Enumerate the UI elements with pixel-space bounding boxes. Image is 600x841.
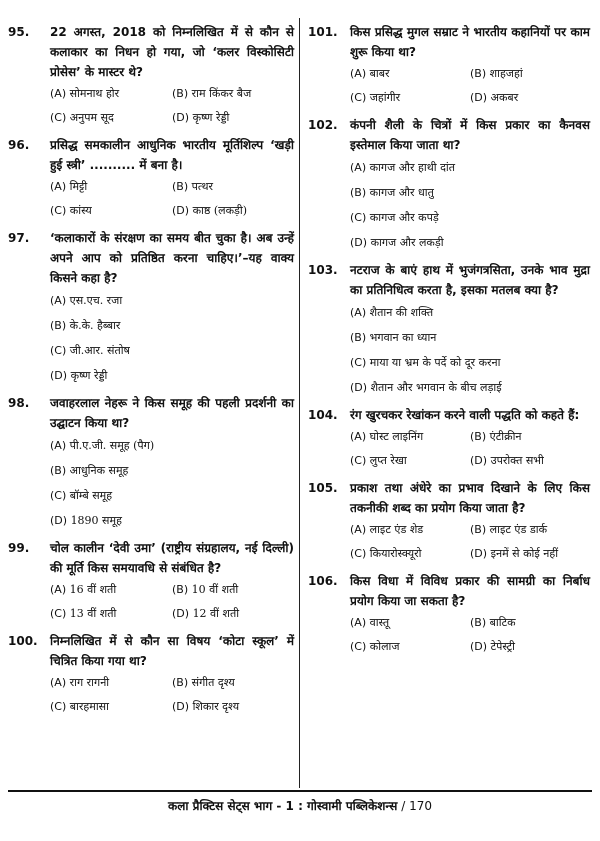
question-number: 101. [308,25,338,39]
option-letter: (B) [470,430,487,443]
question-text: कंपनी शैली के चित्रों में किस प्रकार का कैनवस इस्तेमाल किया जाता था? [350,118,590,152]
column-divider [299,18,300,788]
answer-option [350,211,439,224]
answer-option [470,449,590,473]
answer-option [470,635,590,659]
option-letter: (D) [50,514,68,527]
question-block [8,538,294,626]
question-number: 106. [308,574,338,588]
option-letter: (D) [470,91,488,104]
option-line [350,180,590,205]
question-header [8,631,294,671]
option-text: कियारोस्क्यूरो [369,547,422,560]
question-number: 97. [8,231,30,245]
option-letter: (C) [350,454,367,467]
answer-option [50,671,172,695]
option-letter: (B) [50,319,67,332]
page-footer [0,797,600,814]
answer-option [50,199,172,223]
answer-option [50,514,122,527]
question-block [8,393,294,533]
option-text: कोलाज [369,640,400,653]
option-letter: (D) [50,369,68,382]
option-letter: (A) [50,583,67,596]
question-block [308,115,590,255]
options [350,611,590,659]
question-header [308,478,590,518]
question-text: किस विधा में विविध प्रकार की सामग्री का निर्बाध प्रयोग किया जा सकता है? [350,574,590,608]
question-header [8,538,294,578]
question-number: 104. [308,408,338,422]
option-text: पी.ए.जी. समूह (पैग) [69,439,155,452]
option-letter: (C) [50,204,67,217]
option-line [50,483,294,508]
option-text: सोमनाथ होर [69,87,120,100]
option-text: लाइट एंड डार्क [489,523,548,536]
option-text: शिकार दृश्य [192,700,240,713]
question-text: 22 अगस्त, 2018 को निम्नलिखित में से कौन से कलाकार का निधन हो गया, जो ‘कलर विस्कोसिटी प्रोसेस’ के मास्टर थे? [50,25,294,79]
option-row [350,542,590,566]
question-number: 103. [308,263,338,277]
answer-option [470,425,590,449]
option-line [350,325,590,350]
option-letter: (B) [350,331,367,344]
question-block [8,228,294,388]
option-text: बॉम्बे समूह [69,489,113,502]
option-text: 10 वीं शती [191,583,239,596]
question-text: प्रसिद्ध समकालीन आधुनिक भारतीय मूर्तिशिल्प ‘खड़ी हुई स्त्री’ .......... में बना है। [50,138,294,172]
option-letter: (D) [172,204,190,217]
question-header [8,228,294,288]
option-text: कागज और धातु [369,186,434,199]
option-letter: (A) [350,616,367,629]
question-block [308,260,590,400]
question-block [308,478,590,566]
option-line [50,458,294,483]
answer-option [50,319,120,332]
option-letter: (B) [50,464,67,477]
footer-rule [8,790,592,792]
option-row [350,635,590,659]
option-row [50,199,294,223]
option-letter: (D) [350,381,368,394]
option-line [350,205,590,230]
option-text: लुप्त रेखा [369,454,407,467]
option-line [50,313,294,338]
option-letter: (C) [350,356,367,369]
option-text: संगीत दृश्य [191,676,235,689]
answer-option [50,82,172,106]
option-row [50,695,294,719]
question-text: निम्नलिखित में से कौन सा विषय ‘कोटा स्कूल’ में चित्रित किया गया था? [50,634,294,668]
option-text: लाइट एंड शेड [369,523,424,536]
option-letter: (C) [350,211,367,224]
option-text: राग रागनी [69,676,110,689]
option-text: शैतान और भगवान के बीच लड़ाई [370,381,502,394]
option-row [50,602,294,626]
option-text: बारहमासा [69,700,109,713]
option-row [50,578,294,602]
answer-option [350,86,470,110]
option-line [350,155,590,180]
option-letter: (B) [470,523,487,536]
option-text: एंटीक्रीन [489,430,522,443]
answer-option [50,578,172,602]
question-text: किस प्रसिद्ध मुगल सम्राट ने भारतीय कहानियों पर काम शुरू किया था? [350,25,590,59]
question-block [8,135,294,223]
answer-option [470,542,590,566]
answer-option [172,175,294,199]
option-letter: (B) [470,67,487,80]
right-column [308,22,590,664]
answer-option [50,344,130,357]
option-letter: (A) [350,523,367,536]
option-letter: (B) [350,186,367,199]
answer-option [350,425,470,449]
option-letter: (B) [172,676,189,689]
option-text: मिट्टी [69,180,88,193]
option-text: बाटिक [489,616,516,629]
option-row [350,611,590,635]
option-line [50,508,294,533]
answer-option [50,106,172,130]
answer-option [172,671,294,695]
answer-option [470,518,590,542]
answer-option [172,695,294,719]
option-line [350,230,590,255]
question-text: प्रकाश तथा अंधेरे का प्रभाव दिखाने के लिए किस तकनीकी शब्द का प्रयोग किया जाता है? [350,481,590,515]
option-text: अनुपम सूद [69,111,114,124]
option-letter: (C) [350,640,367,653]
option-letter: (A) [350,67,367,80]
option-letter: (D) [172,700,190,713]
option-letter: (A) [350,161,367,174]
option-text: वास्तू [369,616,390,629]
question-number: 105. [308,481,338,495]
option-text: उपरोक्त सभी [490,454,544,467]
option-text: जी.आर. संतोष [69,344,130,357]
option-letter: (D) [172,111,190,124]
options [350,425,590,473]
option-text: शैतान की शक्ति [369,306,434,319]
option-letter: (C) [350,547,367,560]
option-letter: (B) [172,87,189,100]
option-row [350,86,590,110]
options [50,671,294,719]
options [50,288,294,388]
answer-option [50,695,172,719]
option-text: कांस्य [69,204,92,217]
option-letter: (C) [50,344,67,357]
options [50,175,294,223]
option-line [50,288,294,313]
answer-option [350,542,470,566]
option-row [50,671,294,695]
answer-option [470,611,590,635]
option-text: कागज और लकड़ी [370,236,444,249]
question-text: नटराज के बाएं हाथ में भुजंगत्रसिता, उनके भाव मुद्रा का प्रतिनिधित्व करता है, इसका मतलब क्या है? [350,263,590,297]
question-block [308,405,590,473]
option-text: घोस्ट लाइनिंग [369,430,424,443]
option-text: एस.एच. रजा [69,294,123,307]
option-letter: (C) [50,111,67,124]
question-number: 102. [308,118,338,132]
answer-option [350,331,436,344]
answer-option [350,449,470,473]
option-letter: (A) [50,294,67,307]
option-text: भगवान का ध्यान [369,331,437,344]
answer-option [172,578,294,602]
option-row [350,62,590,86]
option-text: इनमें से कोई नहीं [490,547,559,560]
question-block [308,22,590,110]
question-header [8,22,294,82]
option-text: जहांगीर [369,91,401,104]
option-line [350,375,590,400]
option-text: के.के. हैब्बार [69,319,121,332]
question-text: चोल कालीन ‘देवी उमा’ (राष्ट्रीय संग्रहालय, नई दिल्ली) की मूर्ति किस समयावधि से संबंधित है? [50,541,294,575]
answer-option [172,82,294,106]
footer-title: कला प्रैक्टिस सेट्स भाग - 1 : गोस्वामी पब्लिकेशन्स [168,799,398,813]
option-text: माया या भ्रम के पर्दे को दूर करना [369,356,501,369]
answer-option [50,602,172,626]
option-row [50,82,294,106]
option-letter: (A) [50,439,67,452]
question-header [308,22,590,62]
option-row [50,175,294,199]
option-letter: (A) [50,180,67,193]
option-text: शाहजहां [489,67,523,80]
answer-option [50,369,107,382]
answer-option [350,611,470,635]
options [350,518,590,566]
option-line [50,363,294,388]
option-letter: (C) [50,607,67,620]
option-text: कागज और हाथी दांत [369,161,456,174]
question-block [308,571,590,659]
option-letter: (D) [470,547,488,560]
option-line [50,338,294,363]
question-number: 100. [8,634,38,648]
question-number: 95. [8,25,30,39]
option-letter: (D) [470,640,488,653]
option-line [50,433,294,458]
answer-option [50,464,128,477]
option-text: बाबर [369,67,390,80]
answer-option [350,306,433,319]
options [50,433,294,533]
option-letter: (C) [350,91,367,104]
option-letter: (D) [172,607,190,620]
question-text: रंग खुरचकर रेखांकन करने वाली पद्धति को कहते हैं: [350,408,580,422]
question-header [308,115,590,155]
option-letter: (B) [172,583,189,596]
option-text: 16 वीं शती [69,583,117,596]
option-text: 12 वीं शती [192,607,240,620]
answer-option [350,62,470,86]
options [350,155,590,255]
answer-option [350,236,444,249]
answer-option [50,439,154,452]
question-header [308,571,590,611]
option-line [350,350,590,375]
question-header [308,405,590,425]
question-text: ‘कलाकारों के संरक्षण का समय बीत चुका है। अब उन्हें अपने आप को प्रतिष्ठित करना चाहिए।’–यह वाक्य किसने कहा है? [50,231,294,285]
option-text: कृष्ण रेड्डी [192,111,230,124]
option-line [350,300,590,325]
options [50,82,294,130]
question-block [8,631,294,719]
option-text: कृष्ण रेड्डी [70,369,108,382]
option-text: कागज और कपड़े [369,211,439,224]
option-letter: (B) [172,180,189,193]
answer-option [470,86,590,110]
options [350,62,590,110]
option-letter: (D) [470,454,488,467]
options [350,300,590,400]
question-block [8,22,294,130]
answer-option [50,489,112,502]
option-text: अकबर [490,91,519,104]
option-text: राम किंकर बैज [191,87,252,100]
answer-option [350,161,455,174]
option-letter: (A) [50,676,67,689]
option-letter: (C) [50,489,67,502]
option-text: आधुनिक समूह [69,464,129,477]
question-number: 96. [8,138,30,152]
option-letter: (C) [50,700,67,713]
option-letter: (A) [350,306,367,319]
question-header [308,260,590,300]
answer-option [172,106,294,130]
option-row [350,449,590,473]
option-text: 1890 समूह [70,514,122,527]
answer-option [350,635,470,659]
answer-option [350,381,502,394]
page-number: / 170 [397,799,432,813]
option-row [50,106,294,130]
left-column [8,22,294,724]
option-letter: (A) [350,430,367,443]
option-text: काष्ठ (लकड़ी) [192,204,248,217]
answer-option [350,518,470,542]
option-letter: (D) [350,236,368,249]
option-letter: (A) [50,87,67,100]
answer-option [470,62,590,86]
answer-option [50,294,122,307]
option-text: 13 वीं शती [69,607,117,620]
option-text: पत्थर [191,180,214,193]
option-row [350,518,590,542]
answer-option [50,175,172,199]
answer-option [350,186,434,199]
question-number: 99. [8,541,30,555]
option-letter: (B) [470,616,487,629]
options [50,578,294,626]
answer-option [172,602,294,626]
question-header [8,393,294,433]
question-number: 98. [8,396,30,410]
option-text: टेपेस्ट्री [490,640,516,653]
option-row [350,425,590,449]
answer-option [350,356,501,369]
answer-option [172,199,294,223]
question-text: जवाहरलाल नेहरू ने किस समूह की पहली प्रदर्शनी का उद्घाटन किया था? [50,396,294,430]
question-header [8,135,294,175]
